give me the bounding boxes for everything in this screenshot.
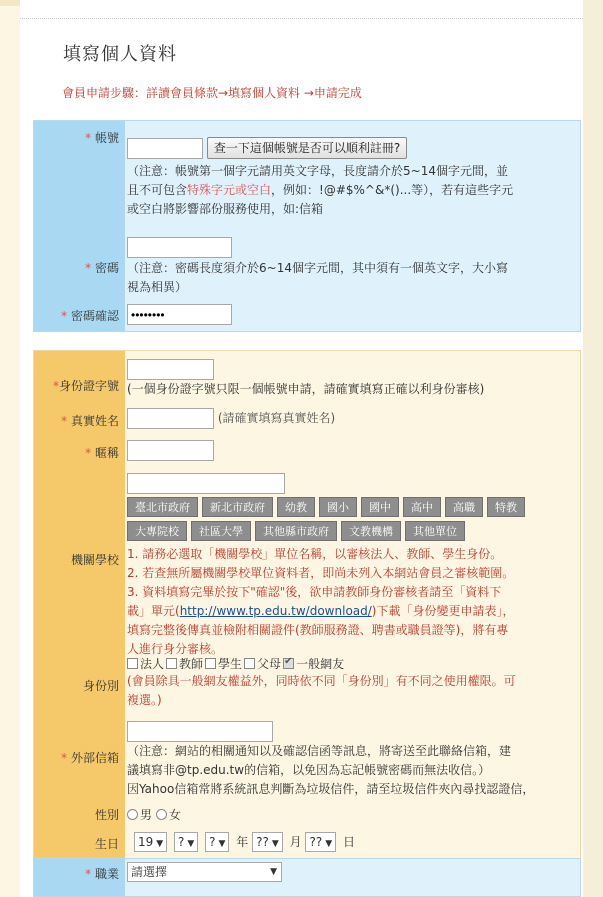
identity-option-label: 法人 (140, 657, 165, 671)
id-number-row (34, 357, 582, 401)
check-account-button[interactable]: 查一下這個帳號是否可以順利註冊? (207, 137, 407, 159)
password-input[interactable] (127, 237, 232, 258)
chevron-down-icon: ▼ (271, 839, 279, 849)
email-label: * 外部信箱 (61, 751, 119, 765)
institution-row (34, 471, 582, 656)
institution-tag[interactable]: 文教機構 (341, 521, 401, 541)
institution-tag[interactable]: 高職 (445, 497, 483, 517)
password-row (34, 233, 582, 299)
institution-tag[interactable]: 國小 (319, 497, 357, 517)
identity-checkbox[interactable] (283, 658, 294, 669)
password-note: （注意：密碼長度須介於6~14個字元間，其中須有一個英文字，大小寫 視為相異） (127, 261, 508, 294)
birth-year-tens-select[interactable]: ? ▼ (174, 832, 198, 852)
real-name-note: (請確實填寫真實姓名) (217, 411, 336, 425)
id-number-label: *身份證字號 (52, 379, 119, 393)
identity-note: (會員除具一般網友權益外，同時依不同「身份別」有不同之使用權限。可 複選。) (127, 674, 516, 707)
identity-row (34, 655, 582, 715)
identity-label: 身份別 (82, 679, 119, 693)
gender-label: 性別 (94, 808, 119, 822)
identity-checkbox[interactable] (205, 658, 216, 669)
institution-input[interactable] (127, 473, 285, 494)
identity-option-label: 教師 (179, 657, 204, 671)
birth-year-ones-select[interactable]: ? ▼ (205, 832, 229, 852)
chevron-down-icon: ▼ (218, 839, 226, 849)
password-confirm-label: * 密碼確認 (61, 309, 119, 323)
occupation-section (33, 858, 581, 897)
institution-note: 1. 請務必選取「機關學校」單位名稱，以審核法人、教師、學生身份。 2. 若查無所屬機關學校單位資料者，即尚未列入本網站會員之審核範圍。 3. 資料填寫完畢於按下"確認"後，欲申請教師身份審核者請至「資料下 載」單元(http://www.tp.edu.tw/download/)下載「身份變更申請表」， 填寫完整後傳真並檢附相關證件(教師服務證、聘書或職員證等)，將有專 人進行身分審核。 (127, 547, 515, 656)
institution-tags (127, 497, 547, 545)
password-label: * 密碼 (85, 261, 119, 275)
institution-tag[interactable]: 高中 (403, 497, 441, 517)
gender-row: 性別 男 女 (34, 803, 582, 825)
divider (20, 18, 583, 19)
institution-tag[interactable]: 大專院校 (127, 521, 187, 541)
institution-tag[interactable]: 社區大學 (191, 521, 251, 541)
registration-page (20, 0, 583, 897)
gender-female-radio[interactable] (156, 809, 167, 820)
real-name-row (34, 407, 582, 433)
identity-option-label: 學生 (218, 657, 243, 671)
chevron-down-icon: ▼ (325, 839, 333, 849)
institution-tag[interactable]: 特教 (487, 497, 525, 517)
occupation-label: * 職業 (85, 867, 119, 881)
real-name-input[interactable] (127, 408, 214, 429)
chevron-down-icon: ▼ (270, 867, 277, 877)
download-link[interactable]: http://www.tp.edu.tw/download/ (179, 604, 372, 618)
nickname-label: * 暱稱 (85, 446, 119, 460)
institution-label: 機關學校 (70, 553, 119, 567)
nickname-input[interactable] (127, 440, 214, 461)
account-input[interactable] (127, 138, 203, 159)
institution-tag[interactable]: 新北市政府 (202, 497, 273, 517)
email-input[interactable] (127, 721, 273, 742)
occupation-select[interactable]: 請選擇 ▼ (127, 862, 282, 882)
identity-option-label: 父母 (257, 657, 282, 671)
birthday-label: 生日 (94, 837, 119, 851)
email-note: （注意：網站的相關通知以及確認信函等訊息，將寄送至此聯絡信箱，建 議填寫非@tp.edu.tw的信箱，以免因為忘記帳號密碼而無法收信。） 因Yahoo信箱常將系統訊息判斷為垃圾信件，請至垃圾信件夾內尋找認證信， (127, 744, 535, 796)
account-label: * 帳號 (85, 131, 119, 145)
birth-month-select[interactable]: ?? ▼ (252, 832, 283, 852)
personal-section (33, 350, 581, 860)
registration-steps: 會員申請步驟：詳讀會員條款→填寫個人資料 →申請完成 (62, 86, 362, 100)
identity-checkbox[interactable] (127, 658, 138, 669)
nickname-row (34, 439, 582, 465)
birthday-row: 生日 19 ▼ ? ▼ ? ▼ 年 ?? ▼ 月 ?? ▼ 日 (34, 831, 582, 855)
account-section (33, 120, 581, 332)
account-note: （注意：帳號第一個字元請用英文字母，長度請介於5~14個字元間，並 且不可包含特殊字元或空白，例如：!@#$%^&*()...等），若有這些字元 或空白將影響部份服務使用，如:信箱 (127, 164, 514, 216)
password-confirm-row (34, 303, 582, 329)
id-number-input[interactable] (127, 359, 214, 380)
page-title: 填寫個人資料 (63, 44, 177, 65)
birth-day-select[interactable]: ?? ▼ (305, 832, 336, 852)
identity-checkbox[interactable] (166, 658, 177, 669)
account-row (34, 125, 582, 221)
institution-tag[interactable]: 臺北市政府 (127, 497, 198, 517)
institution-tag[interactable]: 國中 (361, 497, 399, 517)
gender-male-radio[interactable] (127, 809, 138, 820)
institution-tag[interactable]: 其他單位 (405, 521, 465, 541)
institution-tag[interactable]: 其他縣市政府 (255, 521, 337, 541)
chevron-down-icon: ▼ (156, 839, 164, 849)
id-number-note: (一個身份證字號只限一個帳號申請，請確實填寫正確以利身份審核) (127, 382, 485, 396)
password-confirm-input[interactable] (127, 304, 232, 325)
identity-options (127, 655, 577, 672)
real-name-label: * 真實姓名 (61, 414, 119, 428)
email-row (34, 721, 582, 797)
birth-era-select[interactable]: 19 ▼ (134, 832, 167, 852)
chevron-down-icon: ▼ (187, 839, 195, 849)
identity-option-label: 一般網友 (296, 657, 345, 671)
institution-tag[interactable]: 幼教 (277, 497, 315, 517)
right-stripe (583, 0, 603, 897)
occupation-row (34, 862, 582, 886)
identity-checkbox[interactable] (244, 658, 255, 669)
